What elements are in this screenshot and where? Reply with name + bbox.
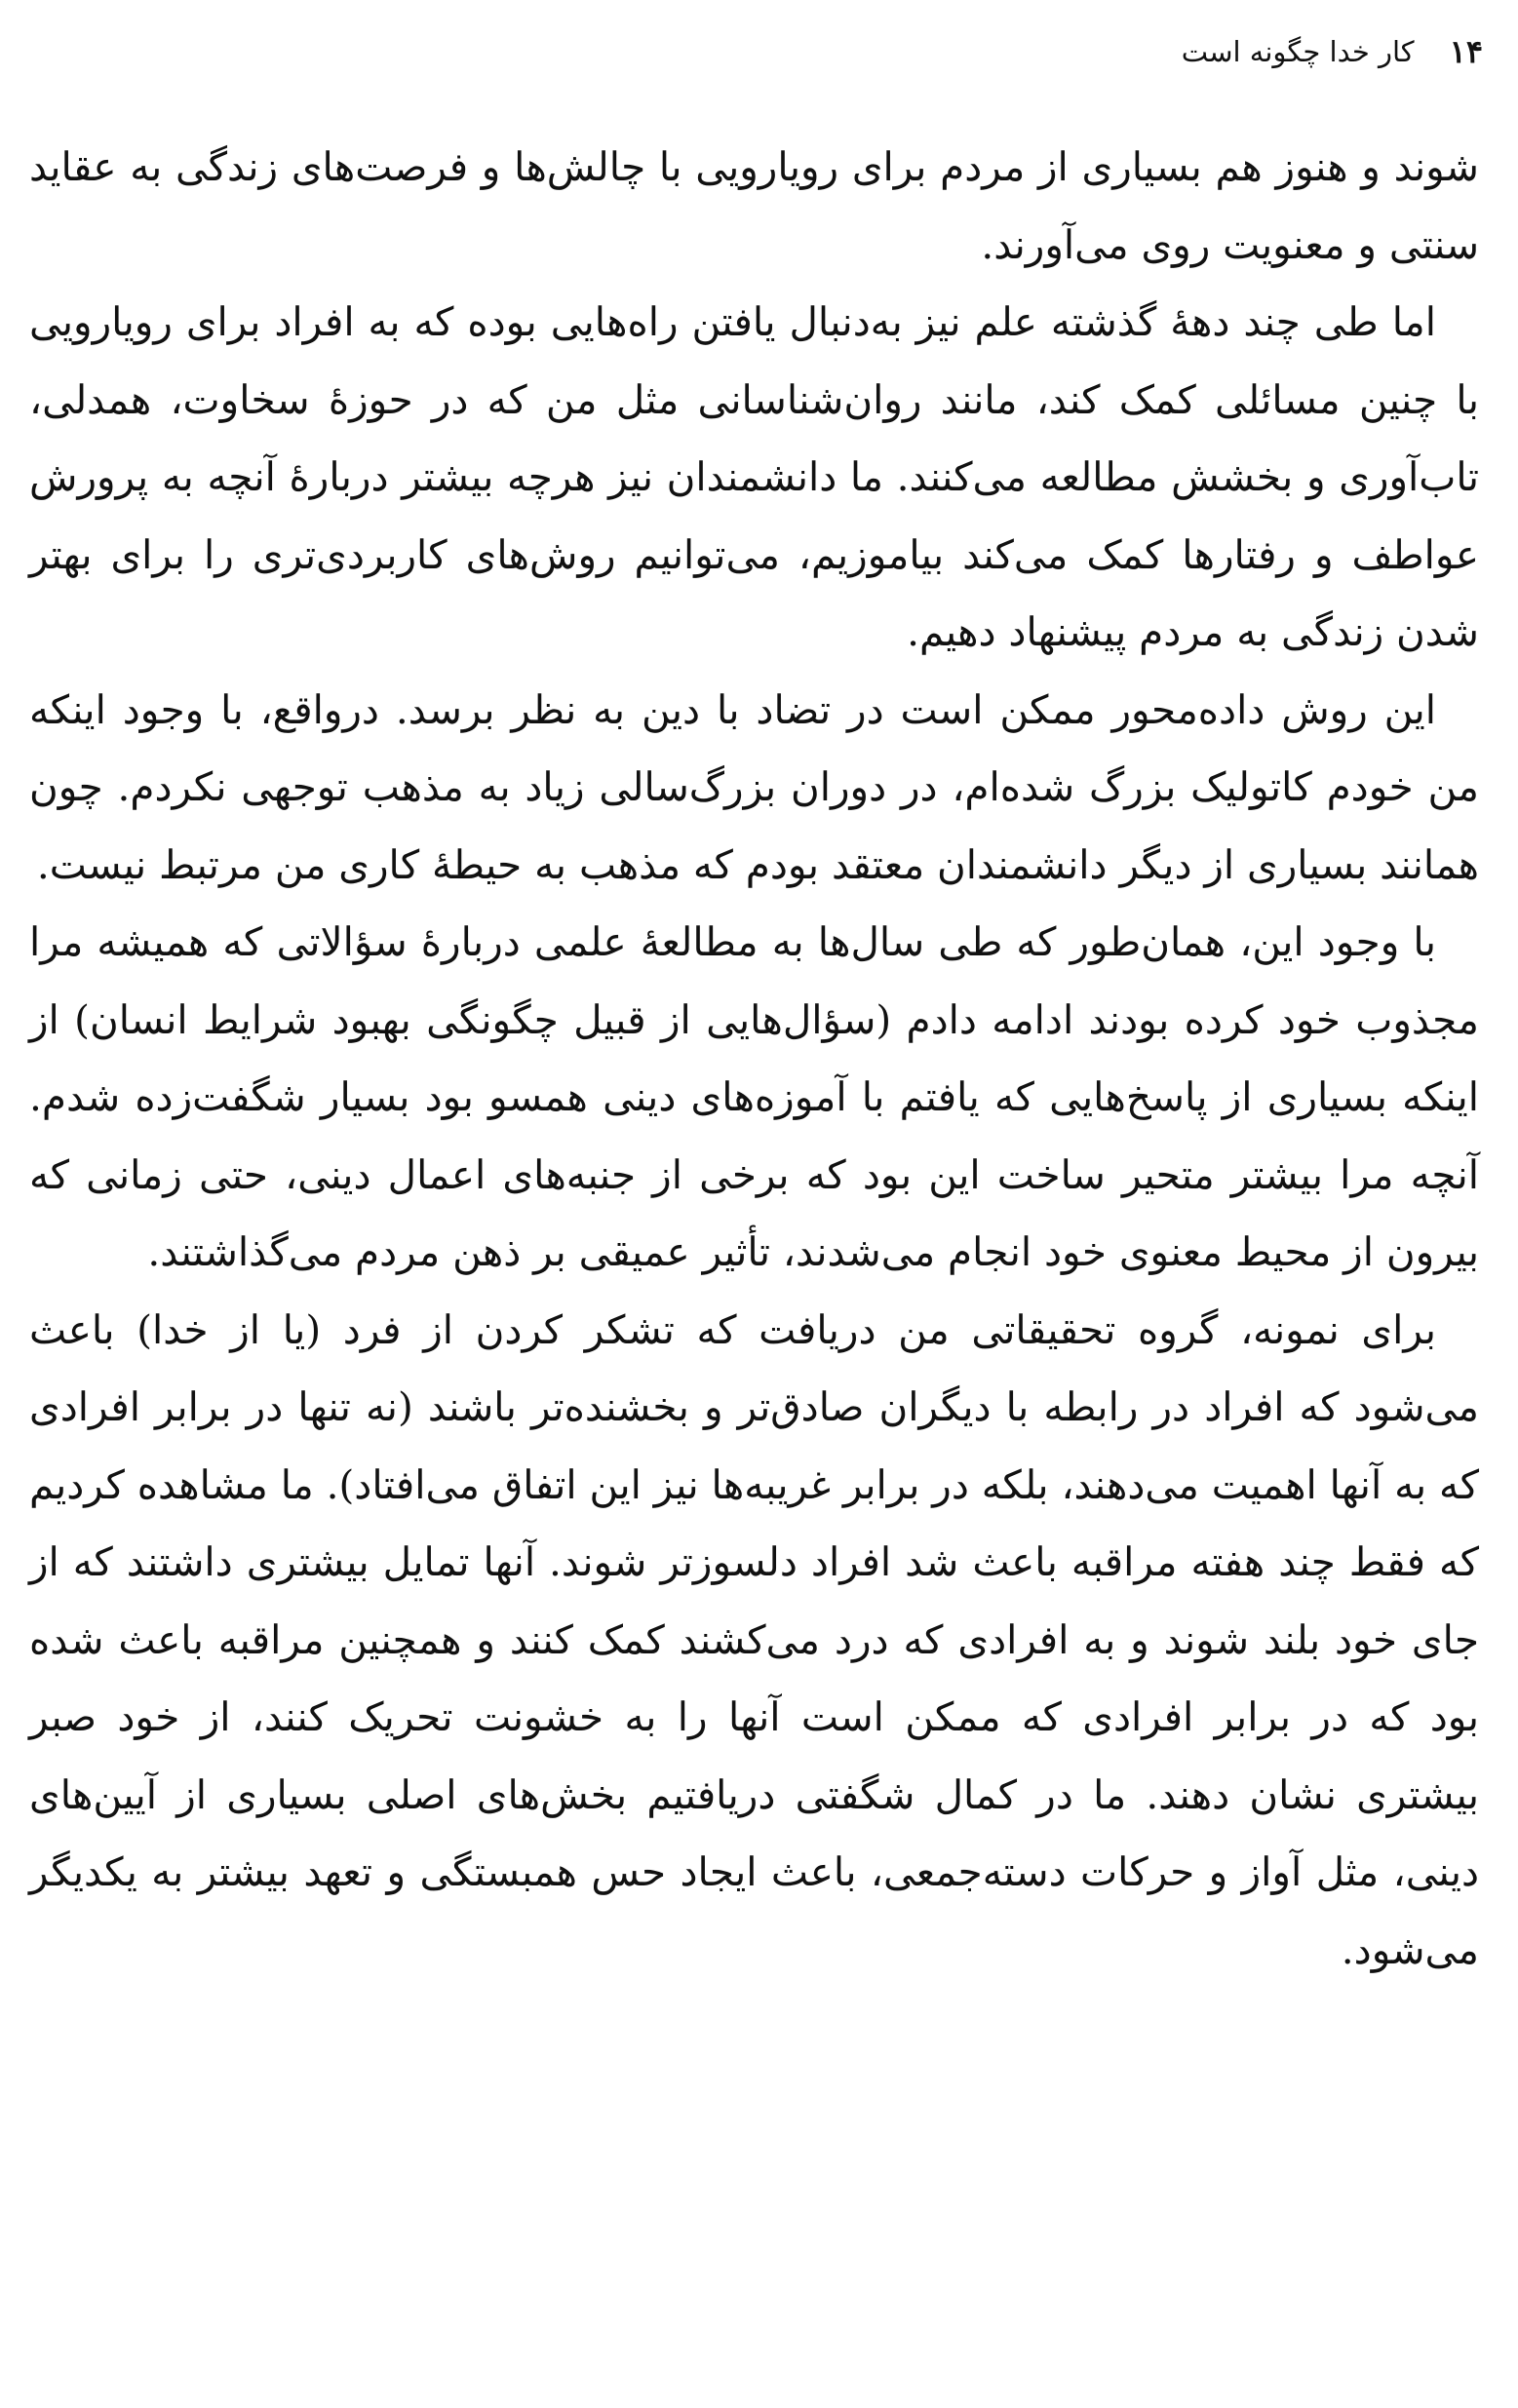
body-text [29, 129, 1479, 1989]
paragraph-science-research: اما طی چند دههٔ گذشته علم نیز به‌دنبال یافتن راه‌هایی بوده که به افراد برای رویارویی با چنین مسائلی کمک کند، مانند روان‌شناسانی مثل من که در حوزهٔ سخاوت، همدلی، تاب‌آوری و بخشش مطالعه می‌کنند. ما دانشمندان نیز هرچه بیشتر دربارهٔ آنچه به پرورش عواطف و رفتارها کمک می‌کند بیاموزیم، می‌توانیم روش‌های کاربردی‌تری را برای بهتر شدن زندگی به مردم پیشنهاد دهیم. [29, 298, 1479, 655]
paragraph-examples: برای نمونه، گروه تحقیقاتی من دریافت که تشکر کردن از فرد (یا از خدا) باعث می‌شود که افراد در رابطه با دیگران صادق‌تر و بخشنده‌تر باشند (نه تنها در برابر افرادی که به آنها اهمیت می‌دهند، بلکه در برابر غریبه‌ها نیز این اتفاق می‌افتاد). ما مشاهده کردیم که فقط چند هفته مراقبه باعث شد افراد دلسوزتر شوند. آنها تمایل بیشتری داشتند که از جای خود بلند شوند و به افرادی که درد می‌کشند کمک کنند و همچنین مراقبه باعث شده بود که در برابر افرادی که ممکن است آنها را به خشونت تحریک کنند، از خود صبر بیشتری نشان دهند. ما در کمال شگفتی دریافتیم بخش‌های اصلی بسیاری از آیین‌های دینی، مثل آواز و حرکات دسته‌جمعی، باعث ایجاد حس همبستگی و تعهد بیشتر به یکدیگر می‌شود. [29, 1305, 1479, 1973]
running-header [29, 27, 1489, 76]
running-title: کار خدا چگونه است [1181, 35, 1415, 68]
paragraph-data-driven: این روش داده‌محور ممکن است در تضاد با دین به نظر برسد. درواقع، با وجود اینکه من خودم کاتولیک بزرگ شده‌ام، در دوران بزرگ‌سالی زیاد به مذهب توجهی نکردم. چون همانند بسیاری از دیگر دانشمندان معتقد بودم که مذهب به حیطهٔ کاری من مرتبط نیست. [29, 685, 1479, 888]
paragraph-continuation: شوند و هنوز هم بسیاری از مردم برای رویارویی با چالش‌ها و فرصت‌های زندگی به عقاید سنتی و معنویت روی می‌آورند. [29, 143, 1479, 268]
page-number: ۱۴ [1449, 33, 1483, 70]
paragraph-religious-findings: با وجود این، همان‌طور که طی سال‌ها به مطالعهٔ علمی دربارهٔ سؤالاتی که همیشه مرا مجذوب خود کرده بودند ادامه دادم (سؤال‌هایی از قبیل چگونگی بهبود شرایط انسان) از اینکه بسیاری از پاسخ‌هایی که یافتم با آموزه‌های دینی همسو بود بسیار شگفت‌زده شدم. آنچه مرا بیشتر متحیر ساخت این بود که برخی از جنبه‌های اعمال دینی، حتی زمانی که بیرون از محیط معنوی خود انجام می‌شدند، تأثیر عمیقی بر ذهن مردم می‌گذاشتند. [29, 918, 1479, 1275]
